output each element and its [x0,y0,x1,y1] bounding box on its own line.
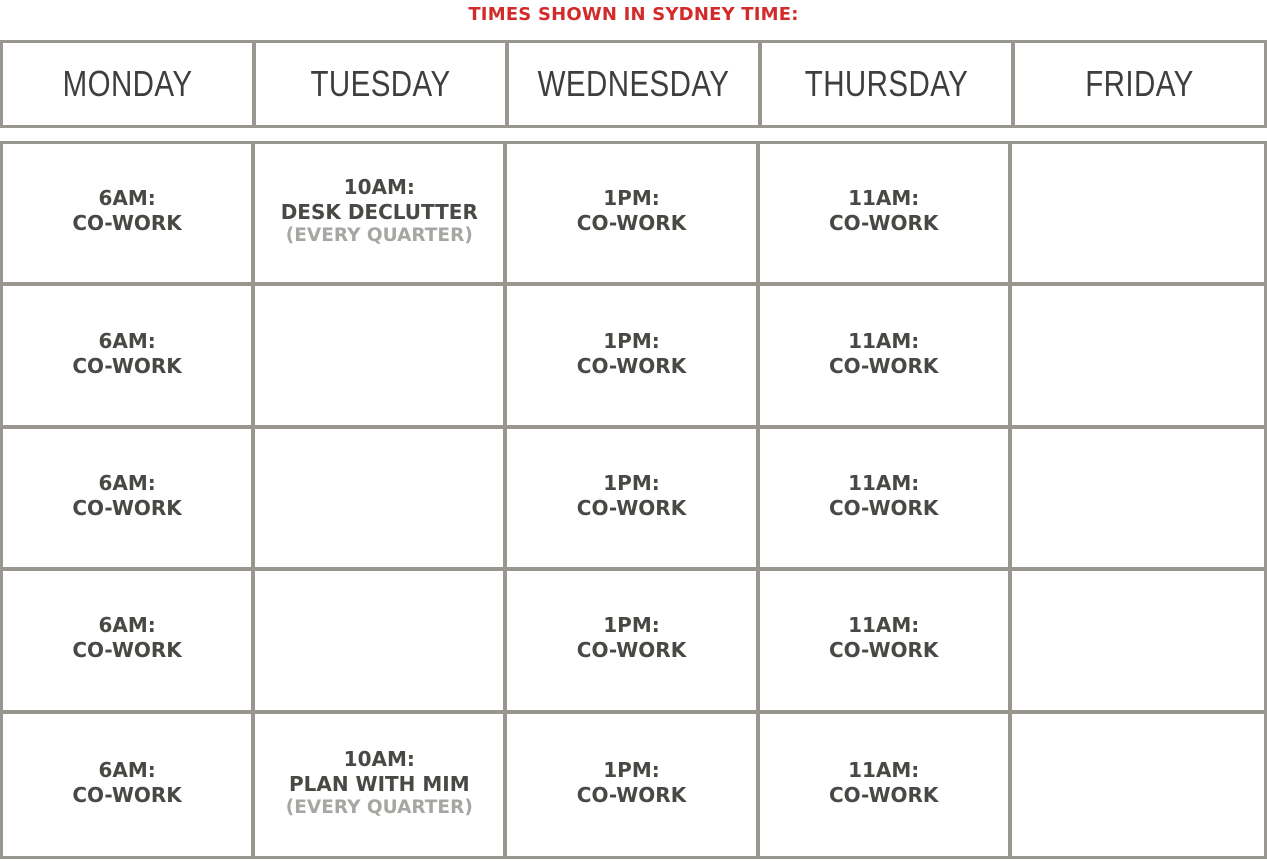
event-time: 6AM: [98,613,156,638]
day-header-wednesday [505,43,758,125]
event-time: 6AM: [98,757,156,782]
schedule-cell-thursday-row-4 [760,571,1012,713]
event-name: CO-WORK [576,495,687,520]
schedule-cell-tuesday-row-3 [255,429,507,571]
schedule-cell-wednesday-row-5 [507,714,759,856]
event-time: 1PM: [603,470,660,495]
schedule-cell-thursday-row-3 [760,429,1012,571]
schedule-cell-wednesday-row-1 [507,144,759,286]
day-header-friday [1011,43,1264,125]
day-label: FRIDAY [1085,63,1194,104]
event-time: 6AM: [98,470,156,495]
event-name: CO-WORK [828,638,939,663]
schedule-grid [0,141,1267,859]
event-note: (EVERY QUARTER) [285,225,473,247]
event-time: 10AM: [343,175,415,200]
schedule-cell-monday-row-3 [3,429,255,571]
day-header-thursday [758,43,1011,125]
event-note: (EVERY QUARTER) [285,796,473,818]
schedule-cell-tuesday-row-1 [255,144,507,286]
event-name: CO-WORK [828,353,939,378]
event-name: DESK DECLUTTER [280,200,478,225]
event-time: 11AM: [848,186,920,211]
schedule-cell-wednesday-row-3 [507,429,759,571]
schedule-cell-monday-row-5 [3,714,255,856]
day-header-monday [3,43,252,125]
schedule-cell-thursday-row-2 [760,286,1012,428]
schedule-cell-friday-row-5 [1012,714,1264,856]
schedule-cell-wednesday-row-2 [507,286,759,428]
event-name: CO-WORK [72,638,182,663]
event-name: CO-WORK [828,495,939,520]
schedule-cell-friday-row-1 [1012,144,1264,286]
schedule-cell-monday-row-2 [3,286,255,428]
event-name: CO-WORK [576,211,687,236]
event-time: 11AM: [848,328,920,353]
schedule-cell-wednesday-row-4 [507,571,759,713]
event-name: CO-WORK [72,782,182,807]
event-name: PLAN WITH MIM [288,771,470,796]
event-time: 6AM: [98,328,156,353]
schedule-cell-tuesday-row-5 [255,714,507,856]
schedule-cell-friday-row-3 [1012,429,1264,571]
event-name: CO-WORK [576,353,687,378]
event-time: 10AM: [343,746,415,771]
schedule-cell-tuesday-row-2 [255,286,507,428]
day-label: WEDNESDAY [537,63,730,104]
event-name: CO-WORK [828,211,939,236]
event-time: 11AM: [848,613,920,638]
event-name: CO-WORK [72,353,182,378]
event-name: CO-WORK [576,638,687,663]
event-time: 1PM: [603,757,660,782]
event-time: 1PM: [603,613,660,638]
schedule-cell-monday-row-4 [3,571,255,713]
day-label: MONDAY [62,63,193,104]
event-time: 1PM: [603,186,660,211]
schedule-cell-friday-row-2 [1012,286,1264,428]
schedule-cell-thursday-row-1 [760,144,1012,286]
event-name: CO-WORK [828,782,939,807]
event-name: CO-WORK [72,211,182,236]
day-label: TUESDAY [310,63,451,104]
schedule-cell-thursday-row-5 [760,714,1012,856]
event-time: 11AM: [848,470,920,495]
event-name: CO-WORK [576,782,687,807]
day-label: THURSDAY [804,63,969,104]
day-header-row [0,40,1267,128]
event-time: 1PM: [603,328,660,353]
page-title: TIMES SHOWN IN SYDNEY TIME: [468,4,799,25]
schedule-cell-friday-row-4 [1012,571,1264,713]
schedule-cell-tuesday-row-4 [255,571,507,713]
schedule-cell-monday-row-1 [3,144,255,286]
event-name: CO-WORK [72,495,182,520]
event-time: 6AM: [98,186,156,211]
day-header-tuesday [252,43,505,125]
event-time: 11AM: [848,757,920,782]
